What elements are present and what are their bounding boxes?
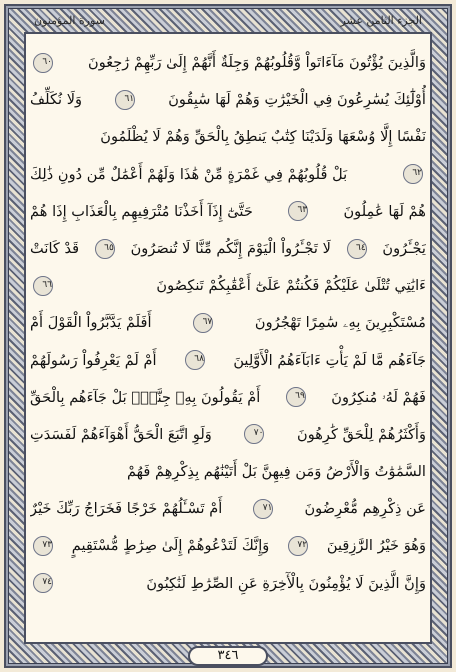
text-line <box>30 44 426 81</box>
text-line <box>30 230 426 267</box>
text-line <box>30 81 426 118</box>
verse-text: وَالَّذِينَ يُؤْتُونَ مَآءَاتَواْ وَّقُلُوبُهُمْ وَجِلَةٌ أَنَّهُمْ إِلَىٰ رَبِّهِمْ رَٰجِعُونَ <box>87 54 426 71</box>
ayah-number-marker: ٧٠ <box>244 424 264 444</box>
ayah-number-marker: ٧٢ <box>288 536 308 556</box>
verse-text: هُمْ لَهَا عَٰمِلُونَ <box>343 202 426 220</box>
verse-text: ءَايَٰتِي تُتْلَىٰ عَلَيْكُمْ فَكُنتُمْ عَلَىٰٓ أَعْقَٰبِكُمْ تَنكِصُونَ <box>156 277 426 295</box>
text-line <box>30 304 426 341</box>
ayah-number-marker: ٧١ <box>253 499 273 519</box>
text-line <box>30 565 426 602</box>
ayah-number-marker: ٦٦ <box>33 276 53 296</box>
page-number: ٣٤٦ <box>188 646 268 666</box>
ayah-number-marker: ٦٧ <box>193 313 213 333</box>
verse-text: أَمْ تَسْـَٔلُهُمْ خَرْجًا فَخَرَاجُ رَبِّكَ خَيْرٌ <box>30 500 223 518</box>
verse-text: وَلَا نُكَلِّفُ <box>30 91 83 109</box>
verse-text: لَا تَجْـَٔرُواْ الْيَوْمَ إِنَّكُم مِّنَّا لَا تُنصَرُونَ <box>130 239 331 257</box>
verse-text: بَلْ قُلُوبُهُمْ فِي غَمْرَةٍ مِّنْ هَٰذَا وَلَهُمْ أَعْمَٰلٌ مِّن دُونِ ذَٰلِكَ <box>30 165 348 183</box>
juz-name: الجزء الثامن عشر <box>340 13 422 27</box>
ayah-number-marker: ٧٣ <box>33 536 53 556</box>
ayah-number-marker: ٧٤ <box>33 573 53 593</box>
text-line <box>30 342 426 379</box>
ayah-number-marker: ٦٠ <box>33 53 53 73</box>
text-line <box>30 267 426 304</box>
verse-text: عَن ذِكْرِهِم مُّعْرِضُونَ <box>304 500 426 518</box>
text-line <box>30 453 426 490</box>
ayah-number-marker: ٦٨ <box>185 350 205 370</box>
verse-text: قَدْ كَانَتْ <box>30 239 80 257</box>
ayah-number-marker: ٦٥ <box>95 239 115 259</box>
verse-text: مُسْتَكْبِرِينَ بِهِۦ سَٰمِرًا تَهْجُرُونَ <box>254 314 426 332</box>
text-line <box>30 118 426 155</box>
verse-text: أَمْ يَقُولُونَ بِهِۦ جِنَّةٌۢ بَلْ جَآءَهُم بِالْحَقِّ <box>30 388 261 406</box>
text-line <box>30 156 426 193</box>
verse-text: وَلَوِ اتَّبَعَ الْحَقُّ أَهْوَآءَهُمْ لَفَسَدَتِ <box>30 425 212 443</box>
verse-text: وَأَكْثَرُهُمْ لِلْحَقِّ كَٰرِهُونَ <box>296 425 426 443</box>
verse-text: وَإِنَّ الَّذِينَ لَا يُؤْمِنُونَ بِالْأٓخِرَةِ عَنِ الصِّرَٰطِ لَنَٰكِبُونَ <box>146 574 426 592</box>
text-line <box>30 527 426 564</box>
verse-text: يَجْـَٔرُونَ <box>382 239 426 257</box>
text-line <box>30 490 426 527</box>
verse-text: أُوْلَٰٓئِكَ يُسَٰرِعُونَ فِي الْخَيْرَٰتِ وَهُمْ لَهَا سَٰبِقُونَ <box>168 91 426 109</box>
verse-text: أَفَلَمْ يَدَّبَّرُواْ الْقَوْلَ أَمْ <box>30 314 152 332</box>
surah-name: سورة المؤمنون <box>34 13 105 27</box>
verse-text: وَإِنَّكَ لَتَدْعُوهُمْ إِلَىٰ صِرَٰطٍ مُّسْتَقِيمٍ <box>71 537 270 555</box>
quran-text <box>30 44 426 640</box>
verse-text: وَهُوَ خَيْرُ الرَّٰزِقِينَ <box>326 537 426 555</box>
verse-text: نَفْسًا إِلَّا وُسْعَهَا وَلَدَيْنَا كِتَٰبٌ يَنطِقُ بِالْحَقِّ وَهُمْ لَا يُظْلَمُونَ <box>100 128 426 146</box>
text-line <box>30 193 426 230</box>
page-header <box>24 10 432 30</box>
verse-text: السَّمَٰوَٰتُ وَالْأَرْضُ وَمَن فِيهِنَّ بَلْ أَتَيْنَٰهُم بِذِكْرِهِمْ فَهُمْ <box>126 463 426 481</box>
ayah-number-marker: ٦٢ <box>403 164 423 184</box>
ayah-number-marker: ٦١ <box>115 90 135 110</box>
text-line <box>30 379 426 416</box>
verse-text: جَآءَهُم مَّا لَمْ يَأْتِ ءَابَآءَهُمُ الْأَوَّلِينَ <box>233 351 426 369</box>
ayah-number-marker: ٦٤ <box>347 239 367 259</box>
ayah-number-marker: ٦٩ <box>286 387 306 407</box>
verse-text: فَهُمْ لَهُۥ مُنكِرُونَ <box>331 388 426 406</box>
verse-text: أَمْ لَمْ يَعْرِفُواْ رَسُولَهُمْ <box>30 351 157 369</box>
ayah-number-marker: ٦٣ <box>288 201 308 221</box>
text-line <box>30 416 426 453</box>
verse-text: حَتَّىٰٓ إِذَآ أَخَذْنَا مُتْرَفِيهِم بِالْعَذَابِ إِذَا هُمْ <box>30 202 253 220</box>
